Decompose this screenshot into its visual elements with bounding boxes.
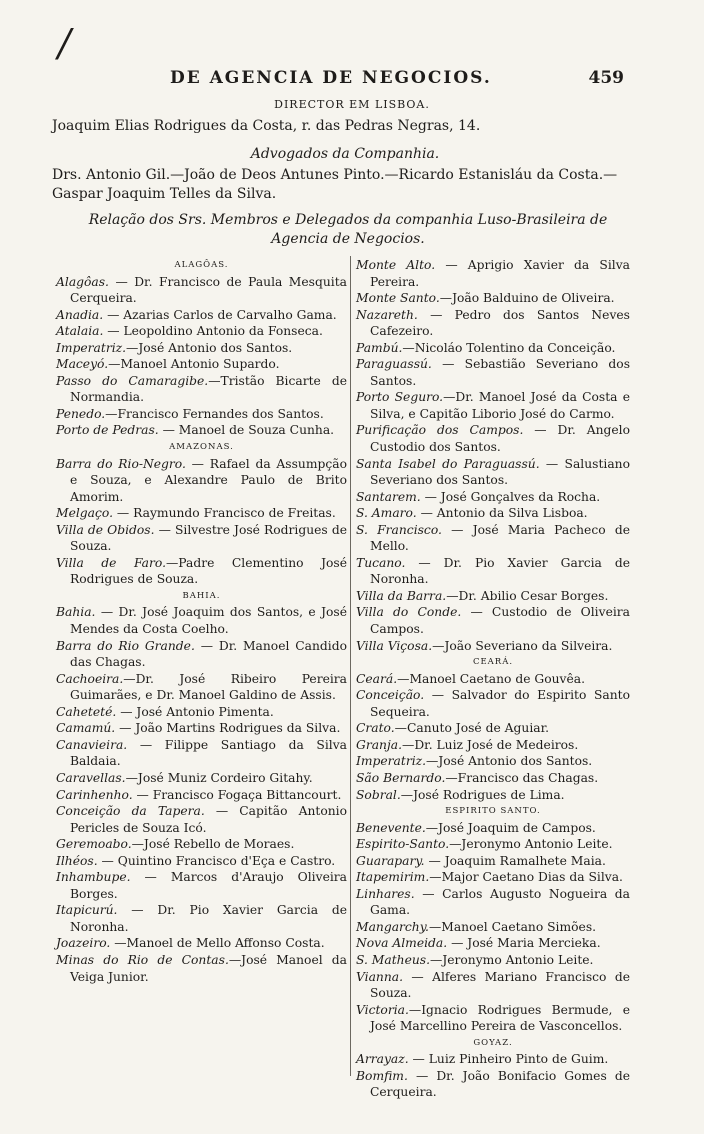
delegate-names: — Custodio de Oliveira Campos.: [370, 605, 630, 637]
place-name: Granja.: [356, 737, 403, 752]
place-name: S. Amaro.: [356, 506, 417, 521]
place-name: Villa de Obidos.: [56, 522, 155, 537]
delegate-entry: [356, 820, 630, 837]
delegate-entry: [356, 340, 630, 357]
delegate-names: — José Antonio Pimenta.: [116, 704, 274, 719]
delegate-entry: [56, 935, 347, 952]
place-name: Geremoabo.: [56, 837, 132, 852]
delegate-entry: [56, 952, 347, 985]
delegate-entry: [56, 406, 347, 423]
place-name: Maceyó.: [56, 357, 109, 372]
delegate-entry: [56, 456, 347, 506]
place-name: Ceará.: [356, 671, 398, 686]
delegate-entry: [356, 952, 630, 969]
place-name: Villa da Barra.: [356, 588, 447, 603]
delegate-entry: [56, 638, 347, 671]
place-name: Santa Isabel do Paraguassú.: [356, 456, 540, 471]
state-heading: ESPIRITO SANTO.: [445, 806, 541, 817]
delegate-names: —José Antonio dos Santos.: [126, 340, 293, 355]
place-name: Nova Almeida.: [356, 936, 448, 951]
place-name: Bahia.: [56, 605, 96, 620]
page-number: 459: [588, 68, 624, 88]
delegate-names: — José Maria Mercieka.: [447, 936, 601, 951]
delegate-entry: [356, 555, 630, 588]
state-heading: GOYAZ.: [473, 1037, 513, 1048]
place-name: Joazeiro.: [56, 936, 111, 951]
delegate-names: —João Balduino de Oliveira.: [439, 291, 615, 306]
delegate-entry: [56, 340, 347, 357]
delegate-names: — Leopoldino Antonio da Fonseca.: [103, 324, 323, 339]
delegate-names: —José Manoel da Veiga Junior.: [70, 952, 347, 984]
delegate-names: —Ignacio Rodrigues Bermude, e José Marcellino Pereira de Vasconcellos.: [370, 1002, 630, 1034]
place-name: Espirito-Santo.: [356, 837, 450, 852]
place-name: Camamú.: [56, 721, 116, 736]
delegate-names: —Dr. Abilio Cesar Borges.: [446, 588, 609, 603]
delegate-entry: [56, 373, 347, 406]
delegate-names: — José Maria Pacheco de Mello.: [370, 522, 631, 554]
delegate-entry: [56, 853, 347, 870]
state-heading: ALAGÔAS.: [174, 260, 229, 270]
director-line: Joaquim Elias Rodrigues da Costa, r. das Pedras Negras, 14.: [52, 118, 481, 134]
delegate-names: —Manoel Caetano de Gouvêa.: [397, 671, 585, 686]
delegate-names: — Joaquim Ramalhete Maia.: [424, 853, 606, 868]
delegate-names: — Quintino Francisco d'Eça e Castro.: [97, 853, 336, 868]
delegate-entry: [356, 886, 630, 919]
delegate-entry: [356, 753, 630, 770]
place-name: Bomfim.: [356, 1068, 408, 1083]
delegate-names: —Manoel de Mello Affonso Costa.: [110, 936, 325, 951]
delegate-names: — Dr. Pio Xavier Garcia de Noronha.: [70, 903, 347, 934]
place-name: Sobral.: [356, 787, 401, 802]
delegate-entry: [56, 770, 347, 787]
delegate-entry: [356, 588, 630, 605]
delegate-names: — Dr. João Bonifacio Gomes de Cerqueira.: [370, 1068, 630, 1100]
delegate-names: — Silvestre José Rodrigues de Souza.: [70, 522, 347, 554]
delegate-entry: [356, 1051, 630, 1068]
place-name: Tucano.: [356, 555, 406, 570]
delegate-entry: [356, 935, 630, 952]
delegate-entry: [356, 919, 630, 936]
delegate-entry: [356, 257, 630, 290]
delegate-entry: [356, 604, 630, 637]
delegate-names: —José Muniz Cordeiro Gitahy.: [125, 770, 313, 785]
advogados-heading: Advogados da Companhia.: [250, 146, 440, 162]
delegate-names: — Dr. José Joaquim dos Santos, e José Mendes da Costa Coelho.: [70, 605, 347, 637]
delegate-names: — Dr. Francisco de Paula Mesquita Cerqueira.: [70, 274, 347, 306]
place-name: Alagôas.: [56, 274, 109, 289]
delegate-names: — Filippe Santiago da Silva Baldaia.: [70, 737, 347, 769]
place-name: Guarapary.: [356, 853, 425, 868]
place-name: Barra do Rio Grande.: [56, 638, 195, 653]
delegate-entry: [356, 687, 630, 720]
place-name: Caheteté.: [56, 704, 117, 719]
delegate-entry: [356, 787, 630, 804]
delegate-names: — Marcos d'Araujo Oliveira Borges.: [70, 870, 347, 901]
delegate-entry: [356, 969, 630, 1002]
delegate-entry: [356, 522, 630, 555]
delegate-entry: [56, 522, 347, 555]
state-heading: BAHIA.: [182, 590, 221, 601]
delegate-names: —Nicoláo Tolentino da Conceição.: [402, 340, 616, 355]
delegate-names: —Francisco Fernandes dos Santos.: [105, 406, 324, 421]
place-name: Anadia.: [56, 307, 104, 322]
delegate-names: — Salustiano Severiano dos Santos.: [370, 456, 630, 488]
delegate-names: —Padre Clementino José Rodrigues de Souza.: [70, 555, 347, 587]
place-name: Mangarchy.: [356, 919, 429, 934]
delegate-names: — Luiz Pinheiro Pinto de Guim.: [408, 1052, 609, 1067]
delegate-names: —Tristão Bicarte de Normandia.: [70, 373, 347, 405]
place-name: Itapemirim.: [356, 870, 430, 885]
delegate-names: — Manoel de Souza Cunha.: [158, 423, 335, 438]
delegate-entry: [56, 704, 347, 721]
delegate-names: —Major Caetano Dias da Silva.: [429, 870, 623, 885]
delegate-entry: [356, 853, 630, 870]
delegate-names: —Canuto José de Aguiar.: [394, 721, 550, 736]
delegate-entry: [356, 671, 630, 688]
delegate-names: — Capitão Antonio Pericles de Souza Icó.: [70, 804, 347, 835]
place-name: Atalaia.: [56, 324, 104, 339]
delegate-entry: [56, 836, 347, 853]
delegate-entry: [356, 869, 630, 886]
delegate-entry: [56, 803, 347, 836]
place-name: Pambú.: [356, 340, 403, 355]
place-name: Ilhéos.: [56, 853, 98, 868]
delegate-names: — Antonio da Silva Lisboa.: [416, 506, 588, 521]
delegate-names: —Dr. Manoel José da Costa e Silva, e Capitão Liborio José do Carmo.: [370, 390, 631, 421]
place-name: S. Francisco.: [356, 522, 442, 537]
place-name: Purificação dos Campos.: [356, 423, 524, 438]
delegate-names: — Dr. Pio Xavier Garcia de Noronha.: [370, 555, 630, 587]
delegate-names: — Salvador do Espirito Santo Sequeira.: [370, 688, 630, 719]
delegate-names: —Manoel Antonio Supardo.: [108, 357, 280, 372]
place-name: Cachoeira.: [56, 671, 124, 686]
delegate-entry: [56, 604, 347, 637]
delegate-names: — Carlos Augusto Nogueira da Gama.: [370, 886, 630, 918]
place-name: Villa do Conde.: [356, 605, 462, 620]
director-label: DIRECTOR EM LISBOA.: [274, 98, 430, 111]
place-name: Nazareth.: [356, 307, 418, 322]
place-name: Penedo.: [56, 406, 106, 421]
place-name: Arrayaz.: [356, 1052, 409, 1067]
place-name: Villa de Faro.: [56, 555, 166, 570]
delegate-entry: [56, 787, 347, 804]
place-name: Passo do Camaragibe.: [56, 373, 209, 388]
delegate-entry: [356, 505, 630, 522]
place-name: Minas do Rio de Contas.: [56, 952, 229, 967]
place-name: Benevente.: [356, 820, 426, 835]
delegate-names: — Pedro dos Santos Neves Cafezeiro.: [370, 307, 630, 339]
place-name: Imperatriz.: [356, 754, 427, 769]
place-name: Victoria.: [356, 1002, 409, 1017]
delegate-names: —José Rebello de Moraes.: [131, 837, 295, 852]
delegate-names: —Jeronymo Antonio Leite.: [430, 952, 594, 967]
delegate-entry: [56, 869, 347, 902]
place-name: Melgaço.: [56, 506, 113, 521]
delegate-names: — Dr. Angelo Custodio dos Santos.: [370, 423, 630, 455]
running-title: DE AGENCIA DE NEGOCIOS.: [170, 68, 492, 88]
delegate-names: — Azarias Carlos de Carvalho Gama.: [103, 307, 337, 322]
place-name: Caravellas.: [56, 770, 126, 785]
delegate-names: — José Gonçalves da Rocha.: [420, 489, 601, 504]
delegate-entry: [56, 356, 347, 373]
delegate-names: —Dr. Luiz José de Medeiros.: [402, 737, 579, 752]
delegate-names: — Francisco Fogaça Bittancourt.: [132, 787, 342, 802]
delegate-names: —José Rodrigues de Lima.: [400, 787, 565, 802]
place-name: Crato.: [356, 721, 395, 736]
delegate-entry: [56, 720, 347, 737]
delegate-entry: [56, 323, 347, 340]
delegate-entry: [356, 1002, 630, 1035]
delegate-names: — Alferes Mariano Francisco de Souza.: [370, 969, 630, 1001]
state-heading: CEARÁ.: [472, 657, 514, 668]
place-name: Itapicurú.: [56, 903, 118, 918]
delegate-entry: [56, 555, 347, 588]
delegate-entry: [356, 836, 630, 853]
place-name: Monte Santo.: [356, 291, 440, 306]
delegate-names: —José Joaquim de Campos.: [425, 820, 596, 835]
delegate-names: —Jeronymo Antonio Leite.: [449, 837, 613, 852]
place-name: Villa Viçosa.: [356, 638, 433, 653]
delegate-names: —Dr. José Ribeiro Pereira Guimarães, e Dr. Manoel Galdino de Assis.: [70, 671, 347, 703]
delegate-entry: [356, 356, 630, 389]
delegate-names: —Manoel Caetano Simões.: [428, 919, 597, 934]
delegate-entry: [56, 902, 347, 935]
delegate-entry: [356, 1068, 630, 1101]
place-name: Monte Alto.: [356, 258, 436, 272]
delegate-entry: [356, 638, 630, 655]
place-name: Canavieira.: [56, 737, 128, 752]
place-name: Inhambupe.: [56, 870, 131, 885]
delegate-names: — Dr. Manoel Candido das Chagas.: [70, 638, 347, 670]
delegate-entry: [56, 505, 347, 522]
place-name: Imperatriz.: [56, 340, 127, 355]
delegate-names: — João Martins Rodrigues da Silva.: [115, 721, 341, 736]
state-heading: AMAZONAS.: [169, 442, 234, 453]
place-name: Porto de Pedras.: [56, 423, 159, 438]
page-header: [0, 64, 704, 94]
delegate-entry: [356, 307, 630, 340]
place-name: Paraguassú.: [356, 357, 432, 372]
margin-pen-mark: /: [58, 21, 71, 65]
delegate-names: — Raymundo Francisco de Freitas.: [113, 506, 336, 521]
place-name: Vianna.: [356, 969, 404, 984]
place-name: Barra do Rio-Negro.: [56, 456, 186, 471]
delegate-entry: [356, 389, 630, 422]
place-name: S. Matheus.: [356, 952, 431, 967]
delegate-names: — Rafael da Assumpção e Souza, e Alexandre Paulo de Brito Amorim.: [70, 456, 347, 504]
delegate-entry: [356, 770, 630, 787]
left-column: [56, 257, 347, 985]
column-divider: [350, 256, 351, 1076]
right-column: [356, 257, 630, 1101]
delegate-entry: [56, 737, 347, 770]
place-name: Linhares.: [356, 886, 415, 901]
place-name: Carinhenho.: [56, 787, 133, 802]
delegate-entry: [56, 307, 347, 324]
delegate-names: — Sebastião Severiano dos Santos.: [370, 357, 630, 388]
delegate-entry: [356, 456, 630, 489]
place-name: Porto Seguro.: [356, 390, 444, 405]
delegate-entry: [356, 720, 630, 737]
place-name: São Bernardo.: [356, 770, 446, 785]
delegate-entry: [56, 671, 347, 704]
delegate-entry: [356, 422, 630, 455]
delegate-entry: [356, 737, 630, 754]
delegate-entry: [56, 422, 347, 439]
place-name: Conceição da Tapera.: [56, 804, 205, 819]
delegate-entry: [356, 290, 630, 307]
delegate-names: —João Severiano da Silveira.: [432, 638, 613, 653]
delegate-entry: [356, 489, 630, 506]
place-name: Conceição.: [356, 688, 425, 703]
delegate-entry: [56, 274, 347, 307]
delegate-names: —José Antonio dos Santos.: [426, 754, 593, 769]
place-name: Santarem.: [356, 489, 421, 504]
delegate-names: — Aprigio Xavier da Silva Pereira.: [370, 258, 630, 289]
relacao-heading: Relação dos Srs. Membros e Delegados da companhia Luso-Brasileira de Agencia de Negocios.: [88, 212, 608, 247]
delegate-names: —Francisco das Chagas.: [445, 770, 599, 785]
advogados-text: Drs. Antonio Gil.—João de Deos Antunes Pinto.—Ricardo Estanisláu da Costa.—Gaspar Joaquim Telles da Silva.: [52, 167, 618, 202]
